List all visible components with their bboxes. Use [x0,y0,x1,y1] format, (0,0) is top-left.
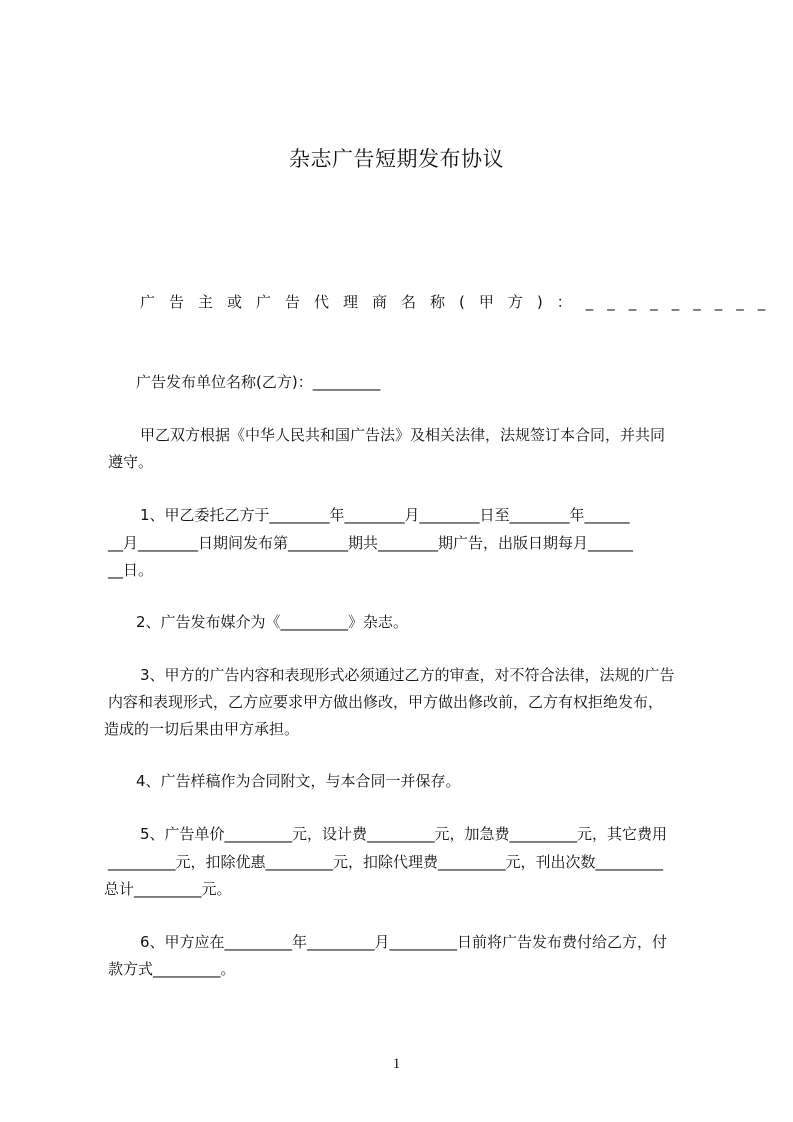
document-title: 杂志广告短期发布协议 [289,147,504,171]
clause-5-line-3: 总计_________元。 [104,880,232,898]
clause-6-line-1: 6、甲方应在_________年_________月_________日前将广告发布费付给乙方，付 [140,933,668,951]
party-b-line: 广告发布单位名称(乙方)：_________ [136,373,381,391]
clause-3-line-3: 造成的一切后果由甲方承担。 [104,720,300,738]
clause-4-line-1: 4、广告样稿作为合同附文，与本合同一并保存。 [136,772,461,790]
clause-3-line-2: 内容和表现形式，乙方应要求甲方做出修改，甲方做出修改前，乙方有权拒绝发布， [108,693,664,711]
intro-line-2: 遵守。 [108,453,154,471]
intro-line-1: 甲乙双方根据《中华人民共和国广告法》及相关法律，法规签订本合同，并共同 [140,426,666,444]
clause-1-line-3: __日。 [108,561,154,579]
page-number: 1 [392,1056,401,1072]
clause-5-line-1: 5、广告单价_________元，设计费_________元，加急费_________元，其它费用 [140,825,668,843]
clause-1-line-1: 1、甲乙委托乙方于________年________月________日至________年______ [140,506,630,524]
clause-1-line-2: __月________日期间发布第________期共________期广告，出版日期每月______ [108,534,634,552]
clause-2-line-1: 2、广告发布媒介为《_________》杂志。 [136,613,409,631]
clause-3-line-1: 3、甲方的广告内容和表现形式必须通过乙方的审查，对不符合法律，法规的广告 [140,666,675,684]
party-a-line: 广告主或广告代理商名称(甲方)：_________ [140,293,780,311]
clause-6-line-2: 款方式_________。 [108,960,236,978]
clause-5-line-2: _________元，扣除优惠_________元，扣除代理费_________元，刊出次数_________ [108,853,664,871]
